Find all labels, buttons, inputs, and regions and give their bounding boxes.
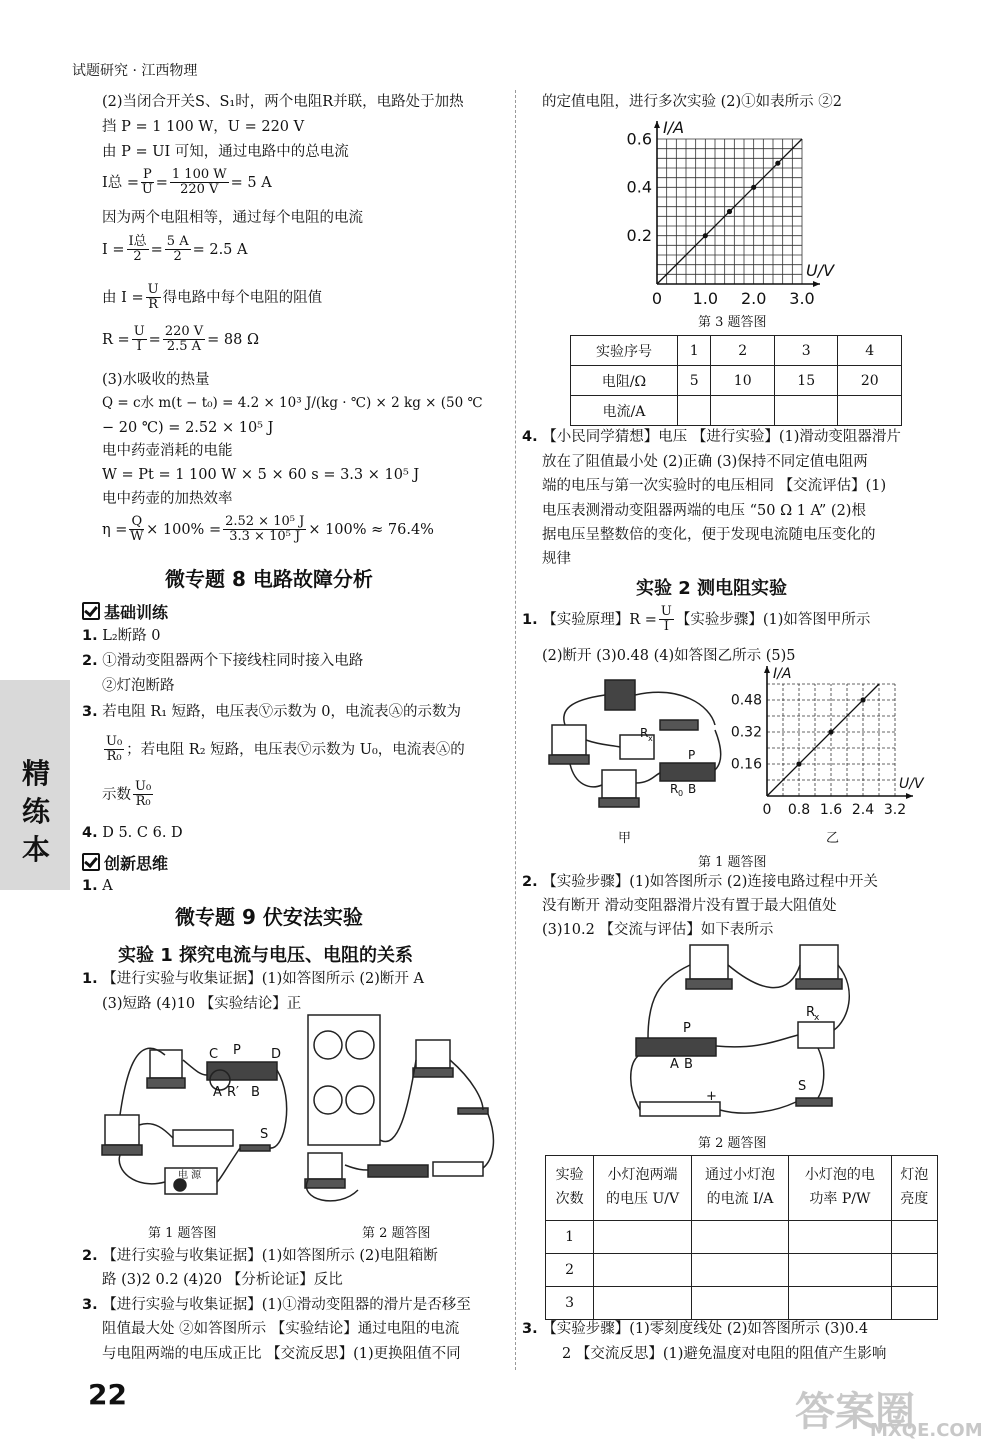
svg-text:A: A: [213, 1085, 222, 1100]
fraction: [132, 325, 147, 355]
x-tick-label: 3.2: [883, 802, 907, 818]
voltmeter-icon: [690, 945, 728, 979]
ammeter-icon: [150, 1050, 182, 1078]
table-row: [571, 336, 902, 366]
svg-text:R: R: [640, 726, 649, 740]
table-cell: [838, 396, 902, 426]
item-number: 2.: [522, 874, 538, 890]
switch-icon: [240, 1145, 270, 1151]
item-number: 4.: [522, 429, 538, 445]
fraction: [163, 325, 205, 355]
answer-item: [82, 1249, 438, 1264]
header-line: 灯泡: [900, 1167, 929, 1184]
denominator: 3.3 × 10⁵ J: [229, 529, 301, 545]
circuit-diagram-2: [298, 1010, 508, 1220]
data-table-1: [570, 335, 902, 426]
switch-icon: [796, 1098, 832, 1106]
side-tab: [0, 680, 70, 890]
table-cell: [594, 1287, 692, 1320]
data-point: [703, 233, 708, 238]
y-tick-label: 0.6: [626, 129, 652, 149]
data-point: [727, 209, 732, 214]
voltmeter-icon: [416, 1040, 450, 1068]
numerator: U₀: [135, 779, 152, 794]
checkbox-icon: [82, 853, 100, 871]
answer-item: [82, 826, 183, 841]
answer-text: 没有断开 滑动变阻器滑片没有置于最大阻值处: [542, 898, 837, 914]
denominator: W: [130, 529, 144, 545]
table-cell: [691, 1254, 788, 1287]
svg-text:B: B: [684, 1057, 693, 1072]
fraction: [133, 780, 153, 810]
y-tick-label: 0.32: [730, 724, 762, 741]
header-line: 通过小灯泡: [704, 1167, 775, 1184]
table-cell: [711, 396, 775, 426]
item-number: 1.: [82, 971, 98, 987]
rheostat-icon: [368, 1165, 428, 1177]
answer-item: [82, 705, 461, 720]
formula-part: = 2.5 A: [192, 241, 248, 258]
text-line: 电中药壶的加热效率: [102, 491, 233, 507]
y-axis-arrow: [654, 121, 660, 128]
running-header: 试题研究 · 江西物理: [72, 63, 198, 79]
answer-text: 【实验步骤】(1)零刻度线处 (2)如答图所示 (3)0.4: [542, 1321, 869, 1337]
chart-3-iu: [612, 112, 852, 312]
answer-text: ①滑动变阻器两个下接线柱同时接入电路: [102, 653, 364, 669]
table-cell: 15: [774, 366, 838, 396]
text-line: W = Pt = 1 100 W × 5 × 60 s = 3.3 × 10⁵ J: [102, 467, 420, 483]
header-line: 次数: [555, 1191, 584, 1207]
answer-item: [82, 1298, 471, 1313]
data-point: [775, 161, 780, 166]
resistor-icon: [798, 1022, 834, 1048]
fraction: [170, 168, 229, 198]
answer-text: (3)短路 (4)10 【实验结论】正: [102, 996, 302, 1012]
svg-text:C: C: [209, 1047, 219, 1062]
text-line: (3)水吸收的热量: [102, 372, 210, 388]
answer-text: 【小民同学猜想】电压 【进行实验】(1)滑动变阻器滑片: [542, 429, 901, 445]
data-point: [860, 697, 865, 702]
answer-text: 路 (3)2 0.2 (4)20 【分析论证】反比: [102, 1272, 343, 1288]
formula-part: I =: [102, 241, 125, 258]
data-point: [796, 761, 801, 766]
table-cell: 3: [546, 1287, 594, 1320]
item-number: 2.: [82, 653, 98, 669]
header-line: 实验: [555, 1167, 584, 1184]
svg-text:+: +: [706, 1089, 717, 1104]
x-tick-label: 2.0: [740, 289, 767, 308]
rheostat-icon: [636, 1038, 716, 1056]
figure-caption: 第 1 题答图: [148, 1226, 217, 1241]
denominator: R₀: [135, 794, 151, 810]
figure-caption: 第 3 题答图: [698, 315, 767, 330]
table-cell: 20: [838, 366, 902, 396]
denominator: I: [663, 619, 669, 635]
header-line: 小灯泡的电: [804, 1167, 875, 1184]
answer-text: 【实验步骤】(1)如答图所示 (2)连接电路过程中开关: [542, 874, 878, 890]
header-line: 的电流 I/A: [706, 1191, 774, 1207]
voltmeter-icon: [105, 1115, 139, 1145]
answer-text: 规律: [542, 551, 571, 567]
figure-label-yi: 乙: [826, 831, 840, 846]
answer-text: 【进行实验与收集证据】(1)①滑动变阻器的滑片是否移至: [102, 1297, 471, 1313]
table-cell: 2: [711, 336, 775, 366]
data-point: [828, 729, 833, 734]
table-cell: [891, 1287, 937, 1320]
table-row: [571, 366, 902, 396]
denominator: R₀: [106, 749, 122, 765]
fraction: [129, 515, 144, 545]
formula-line: [102, 735, 465, 765]
item-number: 1.: [82, 878, 98, 894]
answer-text: 【进行实验与收集证据】(1)如答图所示 (2)电阻箱断: [102, 1248, 438, 1264]
x-axis-arrow: [906, 793, 913, 799]
x-tick-label: 1.0: [692, 289, 719, 308]
fraction: [165, 235, 191, 265]
table-row: [546, 1287, 938, 1320]
column-divider: [515, 90, 516, 1370]
table-cell: 5: [678, 366, 711, 396]
experiment-title: 实验 1 探究电流与电压、电阻的关系: [118, 945, 414, 966]
y-tick-label: 0.48: [730, 692, 762, 709]
header-line: 功率 P/W: [809, 1191, 871, 1207]
subsection-label: 创新思维: [104, 854, 169, 873]
formula-line: [102, 780, 155, 810]
formula-part: = 88 Ω: [207, 331, 259, 348]
svg-text:R: R: [670, 782, 679, 796]
section-title: 微专题 9 伏安法实验: [175, 905, 363, 929]
x-tick-label: 0.8: [787, 802, 811, 818]
y-tick-label: 0.16: [730, 756, 762, 773]
denominator: 2: [173, 249, 182, 265]
text-line: (2)当闭合开关S、S₁时，两个电阻R并联，电路处于加热: [102, 94, 464, 110]
circuit-diagram-1: [95, 1020, 305, 1220]
answer-item: [522, 430, 901, 445]
battery-icon: [433, 1162, 483, 1176]
svg-text:R: R: [806, 1005, 816, 1020]
y-axis-label: I/A: [663, 118, 685, 137]
header-line: 亮度: [900, 1191, 929, 1207]
formula-line: [102, 325, 259, 355]
table-header-cell: [594, 1156, 692, 1221]
table-cell: [678, 396, 711, 426]
answer-item: [82, 879, 113, 894]
answer-item: [522, 875, 878, 890]
denominator: U: [141, 182, 153, 198]
numerator: U: [147, 282, 159, 297]
side-tab-char-1: 精: [21, 757, 50, 790]
table-cell: [789, 1254, 891, 1287]
circuit-diagram-r2: [628, 940, 868, 1130]
answer-text: (3)10.2 【交流与评估】如下表所示: [542, 922, 774, 938]
meter-base: [147, 1078, 185, 1088]
numerator: U: [133, 324, 145, 339]
header-line: 小灯泡两端: [607, 1167, 678, 1184]
formula-line: [102, 515, 434, 545]
y-axis-label: I/A: [773, 666, 792, 682]
numerator: I总: [128, 234, 147, 249]
formula-line: [102, 235, 248, 265]
y-tick-label: 0.4: [626, 177, 652, 197]
x-tick-label: 1.6: [819, 802, 843, 818]
numerator: Q: [131, 514, 143, 529]
table-header-row: [546, 1156, 938, 1221]
fraction: [141, 168, 154, 198]
svg-text:P: P: [233, 1043, 241, 1058]
answer-text: 2 【交流反思】(1)避免温度对电阻的阻值产生影响: [562, 1346, 887, 1362]
svg-text:S: S: [260, 1127, 269, 1142]
formula-part: 得电路中每个电阻的阻值: [162, 289, 323, 306]
svg-text:电 源: 电 源: [178, 1170, 202, 1181]
item-number: 3.: [82, 704, 98, 720]
switch-icon: [660, 720, 698, 730]
y-axis-arrow: [764, 666, 770, 673]
answer-item: [522, 605, 870, 635]
figure-caption: 第 2 题答图: [362, 1226, 431, 1241]
denominator: 220 V: [180, 182, 219, 198]
answer-text: 据电压呈整数倍的变化，便于发现电流随电压变化的: [542, 527, 876, 543]
table-row: [571, 396, 902, 426]
circuit-diagram-jia: [540, 675, 730, 825]
answer-text: 与电阻两端的电压成正比 【交流反思】(1)更换阻值不同: [102, 1346, 461, 1362]
svg-text:D: D: [271, 1047, 282, 1062]
table-cell: [691, 1221, 788, 1254]
text-line: 的定值电阻，进行多次实验 (2)①如表所示 ②2: [542, 94, 842, 110]
battery-icon: [605, 680, 635, 710]
text-line: − 20 ℃) = 2.52 × 10⁵ J: [102, 420, 274, 436]
denominator: R: [148, 297, 158, 313]
svg-text:B: B: [688, 782, 697, 796]
x-axis-label: U/V: [899, 776, 924, 792]
numerator: 2.52 × 10⁵ J: [225, 514, 305, 529]
watermark-url: MXQE.COM: [870, 1420, 983, 1441]
text-line: 电中药壶消耗的电能: [102, 443, 233, 459]
answer-text: 端的电压与第一次实验时的电压相同 【交流评估】(1): [542, 478, 887, 494]
x-axis-label: U/V: [806, 261, 835, 280]
formula-part: × 100% ≈ 76.4%: [308, 521, 434, 538]
numerator: U: [660, 604, 672, 619]
svg-text:P: P: [688, 748, 696, 762]
table-cell: [891, 1221, 937, 1254]
table-header-cell: [789, 1156, 891, 1221]
answer-item: [82, 654, 363, 669]
table-cell: 2: [546, 1254, 594, 1287]
item-number: 4.: [82, 825, 98, 841]
formula-part: = 5 A: [230, 174, 272, 191]
item-number: 1.: [522, 611, 538, 628]
x-tick-label: 0: [762, 802, 772, 818]
item-number: 3.: [82, 1297, 98, 1313]
formula-part: =: [155, 174, 168, 191]
watermark-logo: 答案圈: [795, 1389, 915, 1435]
formula-part: =: [148, 331, 161, 348]
x-tick-label: 3.0: [789, 289, 815, 308]
table-cell: 3: [774, 336, 838, 366]
chart-yi-iu: [730, 666, 950, 822]
fraction: [127, 235, 149, 265]
table-cell: 电阻/Ω: [571, 366, 678, 396]
answer-text: A: [102, 878, 113, 894]
answer-text: 电压表测滑动变阻器两端的电压 “50 Ω 1 A” (2)根: [542, 503, 866, 519]
y-tick-label: 0.2: [626, 226, 652, 245]
numerator: 5 A: [166, 234, 189, 249]
numerator: 1 100 W: [171, 167, 227, 182]
svg-text:x: x: [814, 1013, 820, 1023]
table-cell: 10: [711, 366, 775, 396]
table-header-cell: [546, 1156, 594, 1221]
subsection-title: [82, 851, 168, 874]
svg-text:x: x: [648, 734, 653, 743]
answer-text: 阻值最大处 ②如答图所示 【实验结论】通过电阻的电流: [102, 1321, 460, 1337]
experiment-title: 实验 2 测电阻实验: [636, 578, 788, 599]
meter-base: [102, 1145, 142, 1155]
data-point: [751, 185, 756, 190]
answer-text: L₂断路 0: [102, 628, 161, 644]
table-cell: 1: [678, 336, 711, 366]
ammeter-icon: [602, 770, 636, 798]
denominator: I: [136, 339, 142, 355]
svg-text:B: B: [251, 1085, 260, 1100]
table-cell: [789, 1287, 891, 1320]
section-title: 微专题 8 电路故障分析: [165, 567, 373, 591]
item-number: 1.: [82, 628, 98, 644]
formula-part: I总 =: [102, 174, 139, 191]
subsection-label: 基础训练: [104, 603, 169, 622]
svg-text:A: A: [670, 1057, 679, 1072]
answer-text: 【实验步骤】(1)如答图甲所示: [675, 611, 871, 628]
numerator: U₀: [106, 734, 123, 749]
rheostat-icon: [660, 763, 715, 781]
x-tick-label: 0: [651, 289, 663, 308]
fraction: [223, 515, 306, 545]
page-number: 22: [88, 1378, 127, 1411]
answer-text: ②灯泡断路: [102, 678, 175, 694]
text-line: 由 P = UI 可知，通过电路中的总电流: [102, 144, 349, 160]
item-number: 3.: [522, 1321, 538, 1337]
denominator: 2: [133, 249, 142, 265]
subsection-title: [82, 600, 168, 623]
formula-part: 由 I =: [102, 289, 144, 306]
table-header-cell: [891, 1156, 937, 1221]
answer-text: 【实验原理】R =: [542, 611, 657, 628]
item-number: 2.: [82, 1248, 98, 1264]
svg-text:S: S: [798, 1079, 807, 1094]
formula-part: =: [150, 241, 163, 258]
header-line: 的电压 U/V: [606, 1191, 680, 1207]
answer-item: [522, 1322, 868, 1337]
side-tab-char-3: 本: [21, 833, 50, 866]
battery-icon: [640, 1102, 720, 1116]
table-cell: 实验序号: [571, 336, 678, 366]
denominator: 2.5 A: [166, 339, 202, 355]
table-header-cell: [691, 1156, 788, 1221]
table-cell: [594, 1254, 692, 1287]
table-cell: [594, 1221, 692, 1254]
side-tab-char-2: 练: [21, 795, 50, 828]
table-cell: [774, 396, 838, 426]
svg-text:P: P: [683, 1021, 691, 1036]
data-table-2: [545, 1155, 938, 1320]
formula-part: η =: [102, 521, 128, 538]
answer-text: ；若电阻 R₂ 短路，电压表Ⓥ示数为 U₀，电流表Ⓐ的: [126, 741, 465, 758]
table-cell: 4: [838, 336, 902, 366]
text-line: 因为两个电阻相等，通过每个电阻的电流: [102, 210, 363, 226]
numerator: 220 V: [164, 324, 204, 339]
formula-line: [102, 283, 322, 313]
figure-caption: 第 2 题答图: [698, 1136, 767, 1151]
ammeter-icon: [800, 945, 838, 979]
answer-text: 【进行实验与收集证据】(1)如答图所示 (2)断开 A: [102, 971, 424, 987]
voltmeter-icon: [552, 725, 586, 755]
fraction: [104, 735, 124, 765]
svg-text:0: 0: [678, 789, 684, 798]
answer-item: [82, 629, 161, 644]
table-row: [546, 1254, 938, 1287]
ammeter-icon: [308, 1153, 342, 1179]
fraction: [659, 605, 674, 635]
answer-text: D 5. C 6. D: [102, 825, 183, 841]
table-cell: 1: [546, 1221, 594, 1254]
table-cell: [891, 1254, 937, 1287]
formula-line: [102, 168, 272, 198]
formula-part: R =: [102, 331, 130, 348]
table-cell: 电流/A: [571, 396, 678, 426]
formula-part: × 100% =: [146, 521, 222, 538]
x-axis-arrow: [813, 281, 820, 287]
resistor-icon: [173, 1130, 233, 1146]
figure-label-jia: 甲: [618, 831, 632, 846]
answer-item: [82, 972, 424, 987]
answer-text: 放在了阻值最小处 (2)正确 (3)保持不同定值电阻两: [542, 454, 868, 470]
answer-text: (2)断开 (3)0.48 (4)如答图乙所示 (5)5: [542, 648, 796, 664]
checkbox-icon: [82, 602, 100, 620]
answer-text: 若电阻 R₁ 短路，电压表Ⓥ示数为 0，电流表Ⓐ的示数为: [102, 704, 461, 720]
text-line: 挡 P = 1 100 W，U = 220 V: [102, 119, 305, 135]
x-tick-label: 2.4: [851, 802, 875, 818]
text-line: Q = c水 m(t − t₀) = 4.2 × 10³ J/(kg · ℃) × 2 kg × (50 ℃: [102, 395, 483, 411]
numerator: P: [143, 167, 152, 182]
svg-text:R′: R′: [227, 1085, 239, 1100]
table-cell: [691, 1287, 788, 1320]
table-row: [546, 1221, 938, 1254]
fraction: [146, 283, 161, 313]
figure-caption: 第 1 题答图: [698, 855, 767, 870]
answer-text: 示数: [102, 786, 131, 803]
table-cell: [789, 1221, 891, 1254]
